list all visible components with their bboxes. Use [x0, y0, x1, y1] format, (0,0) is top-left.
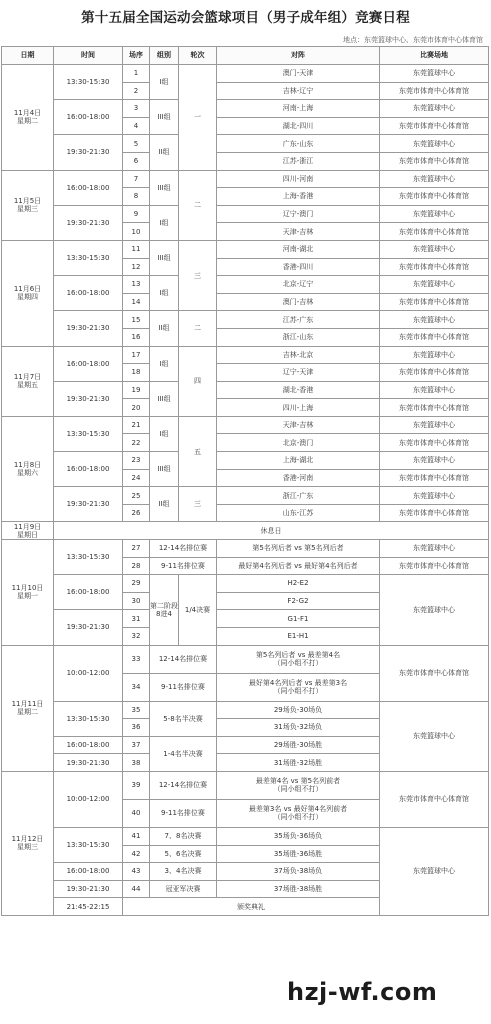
schedule-table: [1, 46, 489, 916]
teams-cell: 河南-湖北: [217, 240, 380, 258]
time-cell: 16:00-18:00: [54, 170, 123, 205]
match-no: 37: [123, 736, 150, 754]
table-row: [2, 452, 489, 470]
time-cell: 10:00-12:00: [54, 771, 123, 827]
group-cell: II组: [150, 135, 179, 170]
header-match: 场序: [123, 47, 150, 65]
table-row: [2, 346, 489, 364]
venue-cell: 东莞市体育中心体育馆: [380, 364, 489, 382]
teams-cell: 澳门-天津: [217, 65, 380, 83]
header-group: 组别: [150, 47, 179, 65]
match-no: 23: [123, 452, 150, 470]
table-row: [2, 771, 489, 799]
match-no: 11: [123, 240, 150, 258]
date-cell: 11月7日 星期五: [2, 346, 54, 416]
teams-cell: 北京-辽宁: [217, 276, 380, 294]
time-cell: 19:30-21:30: [54, 381, 123, 416]
match-no: 5: [123, 135, 150, 153]
table-row: [2, 276, 489, 294]
teams-cell: F2-G2: [217, 592, 380, 610]
time-cell: 13:30-15:30: [54, 540, 123, 575]
group-cell: III组: [150, 100, 179, 135]
venue-cell: 东莞市体育中心体育馆: [380, 82, 489, 100]
table-row: [2, 65, 489, 83]
match-no: 13: [123, 276, 150, 294]
venue-cell: 东莞篮球中心: [380, 701, 489, 771]
group-cell: III组: [150, 240, 179, 275]
match-no: 40: [123, 799, 150, 827]
table-row: [2, 240, 489, 258]
group-cell: II组: [150, 487, 179, 522]
teams-cell: 上海-香港: [217, 188, 380, 206]
round-cell: 一: [179, 65, 217, 171]
table-row: [2, 487, 489, 505]
time-cell: 19:30-21:30: [54, 205, 123, 240]
stage-cell: 12-14名排位赛: [150, 540, 217, 558]
match-no: 32: [123, 628, 150, 646]
venue-cell: 东莞市体育中心体育馆: [380, 469, 489, 487]
match-no: 19: [123, 381, 150, 399]
time-cell: 16:00-18:00: [54, 276, 123, 311]
table-row: [2, 701, 489, 719]
time-cell: 16:00-18:00: [54, 100, 123, 135]
match-no: 44: [123, 880, 150, 898]
date-cell: 11月4日 星期二: [2, 65, 54, 171]
venue-cell: 东莞篮球中心: [380, 170, 489, 188]
table-row: [2, 416, 489, 434]
venue-cell: 东莞市体育中心体育馆: [380, 188, 489, 206]
match-no: 3: [123, 100, 150, 118]
match-no: 28: [123, 557, 150, 575]
venue-cell: 东莞篮球中心: [380, 487, 489, 505]
venue-cell: 东莞篮球中心: [380, 346, 489, 364]
match-no: 17: [123, 346, 150, 364]
round-cell: 三: [179, 487, 217, 522]
match-no: 6: [123, 152, 150, 170]
date-cell: 11月10日 星期一: [2, 540, 54, 646]
match-no: 4: [123, 117, 150, 135]
match-no: 38: [123, 754, 150, 772]
venue-cell: 东莞市体育中心体育馆: [380, 258, 489, 276]
teams-cell: 最差第3名 vs 最好第4名列前者 （同小组不打）: [217, 799, 380, 827]
stage-cell: 5、6名决赛: [150, 845, 217, 863]
match-no: 41: [123, 827, 150, 845]
teams-cell: 31场负-32场负: [217, 719, 380, 737]
date-cell: 11月8日 星期六: [2, 416, 54, 522]
group-cell: I组: [150, 276, 179, 311]
stage-cell: 3、4名决赛: [150, 863, 217, 881]
teams-cell: 29场胜-30场胜: [217, 736, 380, 754]
venue-cell: 东莞市体育中心体育馆: [380, 645, 489, 701]
teams-cell: 35场负-36场负: [217, 827, 380, 845]
teams-cell: G1-F1: [217, 610, 380, 628]
venue-cell: 东莞市体育中心体育馆: [380, 504, 489, 522]
match-no: 24: [123, 469, 150, 487]
time-cell: 19:30-21:30: [54, 754, 123, 772]
stage-cell: 1-4名半决赛: [150, 736, 217, 771]
stage-cell: 9-11名排位赛: [150, 557, 217, 575]
match-no: 27: [123, 540, 150, 558]
date-cell: 11月11日 星期二: [2, 645, 54, 771]
teams-cell: 天津-吉林: [217, 416, 380, 434]
teams-cell: 最好第4名列后者 vs 最差第3名 （同小组不打）: [217, 673, 380, 701]
venue-cell: 东莞篮球中心: [380, 452, 489, 470]
group-cell: I组: [150, 205, 179, 240]
ceremony-cell: 颁奖典礼: [123, 898, 380, 916]
match-no: 9: [123, 205, 150, 223]
date-cell: 11月6日 星期四: [2, 240, 54, 346]
table-row: [2, 135, 489, 153]
time-cell: 19:30-21:30: [54, 135, 123, 170]
match-no: 2: [123, 82, 150, 100]
group-cell: II组: [150, 311, 179, 346]
round-cell: 二: [179, 311, 217, 346]
teams-cell: 北京-澳门: [217, 434, 380, 452]
match-no: 8: [123, 188, 150, 206]
date-cell: 11月5日 星期三: [2, 170, 54, 240]
teams-cell: 山东-江苏: [217, 504, 380, 522]
teams-cell: 广东-山东: [217, 135, 380, 153]
venue-cell: 东莞市体育中心体育馆: [380, 328, 489, 346]
match-no: 12: [123, 258, 150, 276]
match-no: 10: [123, 223, 150, 241]
header-row: [2, 47, 489, 65]
stage-cell: 第二阶段8进4: [150, 575, 179, 645]
teams-cell: 天津-吉林: [217, 223, 380, 241]
teams-cell: 江苏-浙江: [217, 152, 380, 170]
teams-cell: 香港-河南: [217, 469, 380, 487]
venue-cell: 东莞市体育中心体育馆: [380, 152, 489, 170]
venue-cell: 东莞市体育中心体育馆: [380, 117, 489, 135]
match-no: 31: [123, 610, 150, 628]
table-row: [2, 522, 489, 540]
time-cell: 19:30-21:30: [54, 610, 123, 645]
venue-cell: 东莞市体育中心体育馆: [380, 399, 489, 417]
teams-cell: 浙江-山东: [217, 328, 380, 346]
venue-cell: 东莞市体育中心体育馆: [380, 293, 489, 311]
venue-cell: 东莞篮球中心: [380, 540, 489, 558]
header-time: 时间: [54, 47, 123, 65]
time-cell: 10:00-12:00: [54, 645, 123, 701]
match-no: 36: [123, 719, 150, 737]
time-cell: 13:30-15:30: [54, 701, 123, 736]
teams-cell: 澳门-吉林: [217, 293, 380, 311]
teams-cell: 辽宁-天津: [217, 364, 380, 382]
time-cell: 16:00-18:00: [54, 452, 123, 487]
match-no: 1: [123, 65, 150, 83]
match-no: 39: [123, 771, 150, 799]
stage-cell: 冠亚军决赛: [150, 880, 217, 898]
match-no: 15: [123, 311, 150, 329]
match-no: 22: [123, 434, 150, 452]
teams-cell: 第5名列后者 vs 最差第4名 （同小组不打）: [217, 645, 380, 673]
time-cell: 16:00-18:00: [54, 575, 123, 610]
venue-cell: 东莞篮球中心: [380, 135, 489, 153]
teams-cell: 35场胜-36场胜: [217, 845, 380, 863]
venue-cell: 东莞篮球中心: [380, 381, 489, 399]
match-no: 16: [123, 328, 150, 346]
date-cell: 11月12日 星期三: [2, 771, 54, 915]
time-cell: 16:00-18:00: [54, 346, 123, 381]
match-no: 35: [123, 701, 150, 719]
teams-cell: 第5名列后者 vs 第5名列后者: [217, 540, 380, 558]
round-cell: 1/4决赛: [179, 575, 217, 645]
match-no: 34: [123, 673, 150, 701]
round-cell: 三: [179, 240, 217, 310]
venue-cell: 东莞篮球中心: [380, 65, 489, 83]
teams-cell: E1-H1: [217, 628, 380, 646]
match-no: 43: [123, 863, 150, 881]
group-cell: I组: [150, 346, 179, 381]
match-no: 25: [123, 487, 150, 505]
date-cell: 11月9日 星期日: [2, 522, 54, 540]
teams-cell: 吉林-北京: [217, 346, 380, 364]
table-row: [2, 170, 489, 188]
header-date: 日期: [2, 47, 54, 65]
venue-cell: 东莞市体育中心体育馆: [380, 771, 489, 827]
teams-cell: 河南-上海: [217, 100, 380, 118]
venue-cell: 东莞篮球中心: [380, 575, 489, 645]
venue-cell: 东莞市体育中心体育馆: [380, 434, 489, 452]
teams-cell: 最差第4名 vs 第5名列前者 （同小组不打）: [217, 771, 380, 799]
time-cell: 13:30-15:30: [54, 416, 123, 451]
table-row: [2, 540, 489, 558]
venue-cell: 东莞市体育中心体育馆: [380, 223, 489, 241]
stage-cell: 12-14名排位赛: [150, 771, 217, 799]
venue-note: 地点：东莞篮球中心、东莞市体育中心体育馆: [343, 36, 483, 44]
table-row: [2, 311, 489, 329]
teams-cell: 31场胜-32场胜: [217, 754, 380, 772]
match-no: 20: [123, 399, 150, 417]
group-cell: III组: [150, 170, 179, 205]
time-cell: 16:00-18:00: [54, 863, 123, 881]
teams-cell: 香港-四川: [217, 258, 380, 276]
match-no: 18: [123, 364, 150, 382]
round-cell: 二: [179, 170, 217, 240]
teams-cell: 吉林-辽宁: [217, 82, 380, 100]
time-cell: 21:45-22:15: [54, 898, 123, 916]
match-no: 29: [123, 575, 150, 593]
match-no: 33: [123, 645, 150, 673]
venue-cell: 东莞篮球中心: [380, 205, 489, 223]
match-no: 42: [123, 845, 150, 863]
header-round: 轮次: [179, 47, 217, 65]
venue-cell: 东莞篮球中心: [380, 276, 489, 294]
table-row: [2, 205, 489, 223]
match-no: 26: [123, 504, 150, 522]
group-cell: III组: [150, 452, 179, 487]
page-title: 第十五届全国运动会篮球项目（男子成年组）竞赛日程: [81, 10, 410, 26]
teams-cell: 最好第4名列后者 vs 最好第4名列后者: [217, 557, 380, 575]
watermark: hzj-wf.com: [283, 978, 441, 1006]
teams-cell: 29场负-30场负: [217, 701, 380, 719]
teams-cell: 上海-湖北: [217, 452, 380, 470]
stage-cell: 5-8名半决赛: [150, 701, 217, 736]
time-cell: 19:30-21:30: [54, 311, 123, 346]
teams-cell: 浙江-广东: [217, 487, 380, 505]
venue-cell: 东莞市体育中心体育馆: [380, 557, 489, 575]
stage-cell: 9-11名排位赛: [150, 799, 217, 827]
teams-cell: H2-E2: [217, 575, 380, 593]
teams-cell: 湖北-四川: [217, 117, 380, 135]
rest-day-cell: 休息日: [54, 522, 489, 540]
teams-cell: 江苏-广东: [217, 311, 380, 329]
stage-cell: 7、8名决赛: [150, 827, 217, 845]
table-row: [2, 381, 489, 399]
time-cell: 13:30-15:30: [54, 240, 123, 275]
teams-cell: 37场负-38场负: [217, 863, 380, 881]
match-no: 14: [123, 293, 150, 311]
venue-cell: 东莞篮球中心: [380, 240, 489, 258]
venue-cell: 东莞篮球中心: [380, 827, 489, 915]
venue-cell: 东莞篮球中心: [380, 416, 489, 434]
stage-cell: 12-14名排位赛: [150, 645, 217, 673]
teams-cell: 四川-河南: [217, 170, 380, 188]
header-teams: 对阵: [217, 47, 380, 65]
time-cell: 13:30-15:30: [54, 65, 123, 100]
match-no: 30: [123, 592, 150, 610]
group-cell: I组: [150, 65, 179, 100]
match-no: 7: [123, 170, 150, 188]
teams-cell: 辽宁-澳门: [217, 205, 380, 223]
teams-cell: 四川-上海: [217, 399, 380, 417]
venue-cell: 东莞篮球中心: [380, 311, 489, 329]
table-row: [2, 645, 489, 673]
table-row: [2, 575, 489, 593]
time-cell: 13:30-15:30: [54, 827, 123, 862]
header-venue: 比赛场地: [380, 47, 489, 65]
time-cell: 19:30-21:30: [54, 880, 123, 898]
round-cell: 四: [179, 346, 217, 416]
table-row: [2, 100, 489, 118]
venue-cell: 东莞篮球中心: [380, 100, 489, 118]
time-cell: 16:00-18:00: [54, 736, 123, 754]
group-cell: III组: [150, 381, 179, 416]
teams-cell: 湖北-香港: [217, 381, 380, 399]
round-cell: 五: [179, 416, 217, 486]
table-row: [2, 827, 489, 845]
time-cell: 19:30-21:30: [54, 487, 123, 522]
match-no: 21: [123, 416, 150, 434]
teams-cell: 37场胜-38场胜: [217, 880, 380, 898]
stage-cell: 9-11名排位赛: [150, 673, 217, 701]
group-cell: I组: [150, 416, 179, 451]
